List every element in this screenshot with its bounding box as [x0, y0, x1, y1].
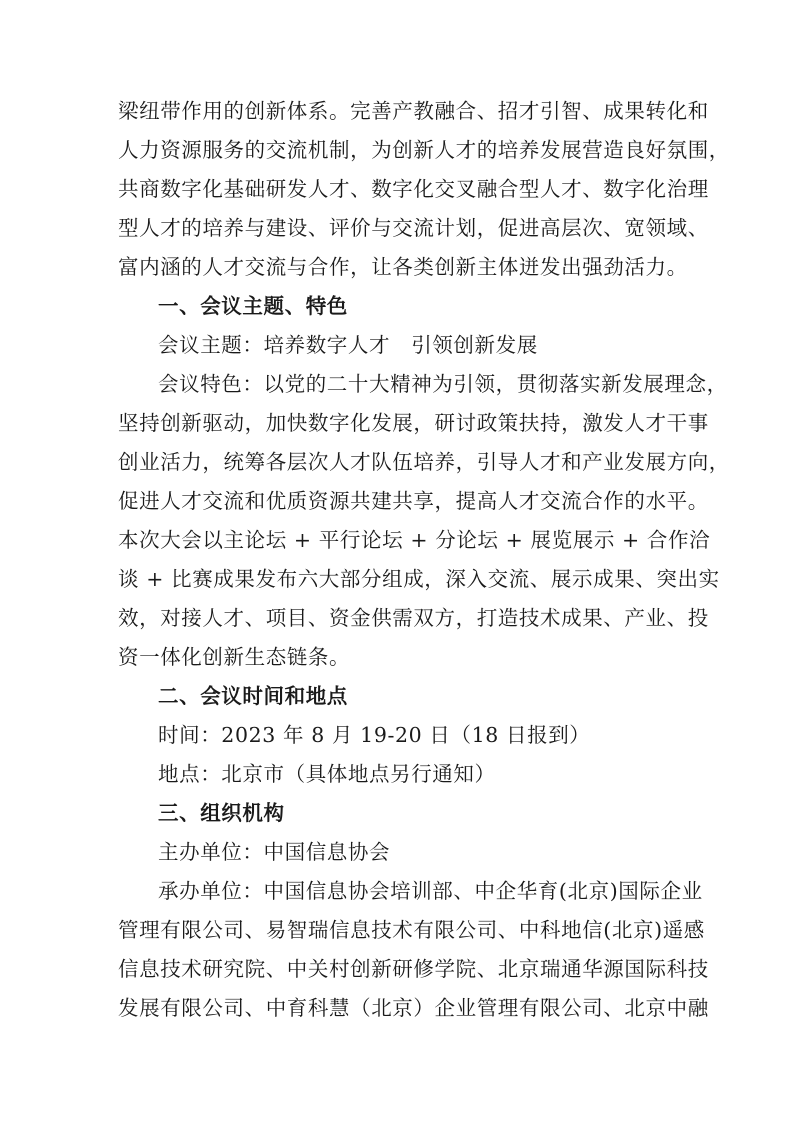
body-text-line: 梁纽带作用的创新体系。完善产教融合、招才引智、成果转化和	[118, 99, 709, 123]
body-text-line: 地点：北京市（具体地点另行通知）	[158, 762, 496, 786]
body-text-line: 坚持创新驱动，加快数字化发展，研讨政策扶持，激发人才干事	[118, 411, 709, 435]
body-text-line: 共商数字化基础研发人才、数字化交叉融合型人才、数字化治理	[118, 177, 709, 201]
body-text-line: 信息技术研究院、中关村创新研修学院、北京瑞通华源国际科技	[118, 957, 709, 981]
body-text-line: 资一体化创新生态链条。	[118, 645, 351, 669]
section-heading: 二、会议时间和地点	[158, 684, 348, 708]
body-text-line: 主办单位：中国信息协会	[158, 840, 391, 864]
body-text-line: 发展有限公司、中育科慧（北京）企业管理有限公司、北京中融	[118, 996, 709, 1020]
body-text-line: 创业活力，统筹各层次人才队伍培养，引导人才和产业发展方向，	[118, 450, 730, 474]
body-text-line: 管理有限公司、易智瑞信息技术有限公司、中科地信(北京)遥感	[118, 918, 705, 942]
section-heading: 三、组织机构	[158, 801, 285, 825]
body-text-line: 承办单位：中国信息协会培训部、中企华育(北京)国际企业	[158, 879, 703, 903]
body-text-line: 富内涵的人才交流与合作，让各类创新主体迸发出强劲活力。	[118, 255, 688, 279]
body-text-line: 会议特色：以党的二十大精神为引领，贯彻落实新发展理念，	[158, 372, 728, 396]
section-heading: 一、会议主题、特色	[158, 294, 348, 318]
body-text-line: 人力资源服务的交流机制，为创新人才的培养发展营造良好氛围，	[118, 138, 730, 162]
body-text-line: 谈 + 比赛成果发布六大部分组成，深入交流、展示成果、突出实	[118, 567, 720, 591]
body-text-line: 本次大会以主论坛 + 平行论坛 + 分论坛 + 展览展示 + 合作洽	[118, 528, 711, 552]
body-text-line: 型人才的培养与建设、评价与交流计划，促进高层次、宽领域、	[118, 216, 709, 240]
body-text-line: 促进人才交流和优质资源共建共享，提高人才交流合作的水平。	[118, 489, 709, 513]
body-text-line: 会议主题：培养数字人才 引领创新发展	[158, 333, 538, 357]
body-text-line: 时间：2023 年 8 月 19-20 日（18 日报到）	[158, 723, 591, 747]
body-text-line: 效，对接人才、项目、资金供需双方，打造技术成果、产业、投	[118, 606, 709, 630]
